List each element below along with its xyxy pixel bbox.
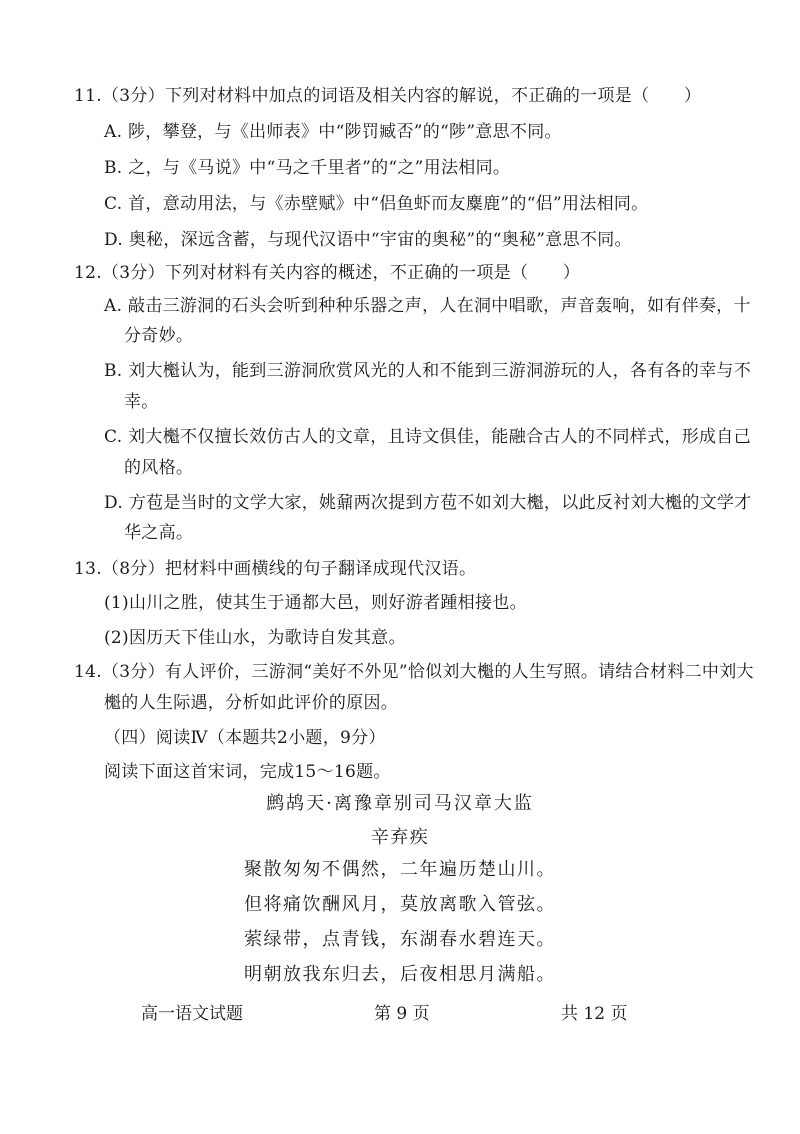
q12-option-d-line2: 华之高。 (124, 523, 194, 543)
q12-option-a-line2: 分奇妙。 (124, 326, 194, 346)
q12-option-a-line1: A. 敲击三游洞的石头会听到种种乐器之声，人在洞中唱歌，声音轰响，如有伴奏，十 (104, 296, 751, 316)
poem-author: 辛弃疾 (370, 827, 430, 848)
q11-option-a: A. 陟，攀登，与《出师表》中“陟罚臧否”的“陟”意思不同。 (104, 122, 562, 142)
q12-option-d-line1: D. 方苞是当时的文学大家，姚鼐两次提到方苞不如刘大櫆，以此反衬刘大櫆的文学才 (104, 493, 752, 513)
q12-option-c-line2: 的风格。 (124, 458, 194, 478)
q11-option-b: B. 之，与《马说》中“马之千里者”的“之”用法相同。 (104, 158, 511, 178)
q13-sentence-2: (2)因历天下佳山水，为歌诗自发其意。 (104, 628, 406, 648)
q12-option-b-line1: B. 刘大櫆认为，能到三游洞欣赏风光的人和不能到三游洞游玩的人，各有各的幸与不 (104, 361, 751, 381)
section-heading: （四）阅读Ⅳ（本题共2小题，9分） (104, 728, 386, 748)
q12-option-c-line1: C. 刘大櫆不仅擅长效仿古人的文章，且诗文俱佳，能融合古人的不同样式，形成自己 (104, 427, 751, 447)
q14-stem-line2: 櫆的人生际遇，分析如此评价的原因。 (104, 693, 399, 713)
footer-total-pages: 共 12 页 (561, 1004, 628, 1024)
q12-option-b-line2: 幸。 (124, 392, 159, 412)
q11-stem: 11.（3分）下列对材料中加点的词语及相关内容的解说，不正确的一项是（ ） (74, 86, 702, 106)
q11-option-d: D. 奥秘，深远含蓄，与现代汉语中“宇宙的奥秘”的“奥秘”意思不同。 (104, 230, 632, 250)
poem-line-4: 明朝放我东归去，后夜相思月满船。 (244, 964, 556, 985)
q12-stem: 12.（3分）下列对材料有关内容的概述，不正确的一项是（ ） (74, 263, 581, 283)
footer-page-number: 第 9 页 (374, 1004, 430, 1024)
q14-stem-line1: 14.（3分）有人评价，三游洞“美好不外见”恰似刘大櫆的人生写照。请结合材料二中刘大 (74, 662, 754, 682)
poem-line-1: 聚散匆匆不偶然，二年遍历楚山川。 (244, 859, 556, 880)
footer-subject: 高一语文试题 (141, 1004, 243, 1024)
section-instruction: 阅读下面这首宋词，完成15～16题。 (104, 762, 391, 782)
q11-option-c: C. 首，意动用法，与《赤壁赋》中“侣鱼虾而友麋鹿”的“侣”用法相同。 (104, 194, 649, 214)
poem-line-2: 但将痛饮酬风月，莫放离歌入管弦。 (244, 894, 556, 915)
q13-stem: 13.（8分）把材料中画横线的句子翻译成现代汉语。 (74, 559, 477, 579)
poem-title: 鹧鸪天·离豫章别司马汉章大监 (266, 793, 534, 814)
poem-line-3: 萦绿带，点青钱，东湖春水碧连天。 (244, 929, 556, 950)
q13-sentence-1: (1)山川之胜，使其生于通都大邑，则好游者踵相接也。 (104, 593, 527, 613)
